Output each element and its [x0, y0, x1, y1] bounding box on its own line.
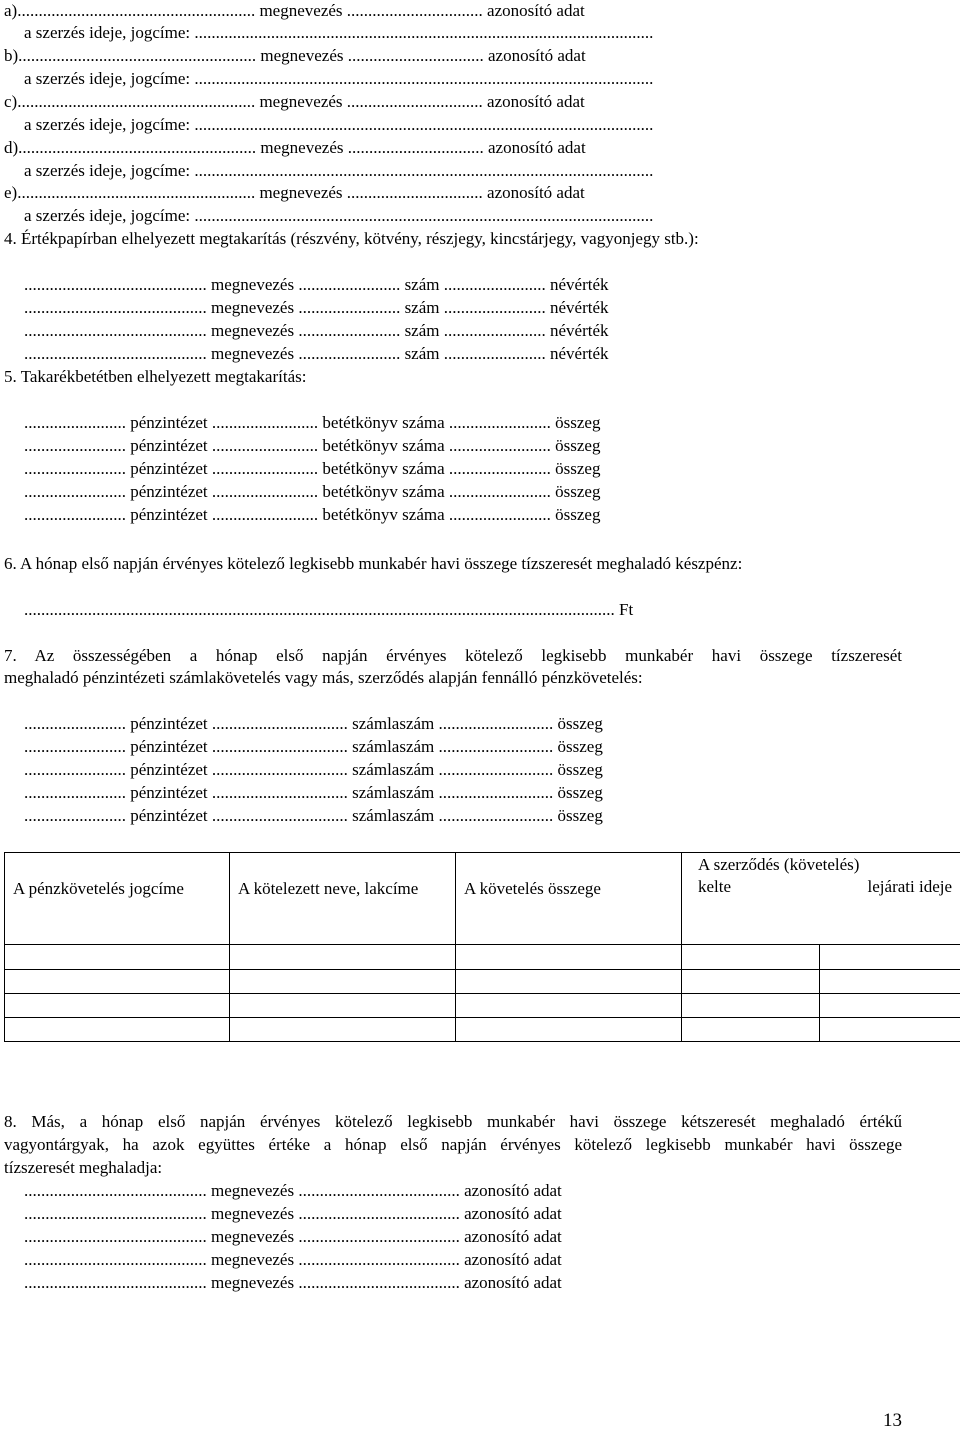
section-8-heading: 8. Más, a hónap első napján érvényes kötelező legkisebb munkabér havi összege kétszeresét meghaladó értékű — [4, 1112, 902, 1131]
asset-row: ........................................... megnevezés ...................................... azonosító adat — [24, 1204, 562, 1223]
section-8-heading-end: tízszeresét meghaladja: — [4, 1158, 163, 1177]
asset-row: ........................................... megnevezés ...................................... azonosító adat — [24, 1273, 562, 1292]
item-c-acquisition: a szerzés ideje, jogcíme: ............................................................................................................ — [24, 115, 654, 134]
claim-row: ........................ pénzintézet ................................ számlaszám ........................... összeg — [24, 714, 603, 733]
item-b-row: b)........................................................ megnevezés ................................ azonosító adat — [4, 46, 586, 65]
deposit-row: ........................ pénzintézet ......................... betétkönyv száma ........................ összeg — [24, 459, 601, 478]
section-6-heading: 6. A hónap első napján érvényes kötelező legkisebb munkabér havi összege tízszeresét meghaladó készpénz: — [4, 554, 743, 573]
claim-row: ........................ pénzintézet ................................ számlaszám ........................... összeg — [24, 783, 603, 802]
deposit-row: ........................ pénzintézet ......................... betétkönyv száma ........................ összeg — [24, 505, 601, 524]
col-date: kelte — [698, 877, 732, 896]
item-e-acquisition: a szerzés ideje, jogcíme: ............................................................................................................ — [24, 206, 654, 225]
item-d-acquisition: a szerzés ideje, jogcíme: ............................................................................................................ — [24, 161, 654, 180]
table-row — [5, 1017, 960, 1041]
section-5-heading: 5. Takarékbetétben elhelyezett megtakarítás: — [4, 367, 307, 386]
deposit-row: ........................ pénzintézet ......................... betétkönyv száma ........................ összeg — [24, 413, 601, 432]
table-row — [5, 993, 960, 1017]
securities-row: ........................................... megnevezés ........................ szám ........................ névérték — [24, 321, 609, 340]
section-7-heading: 7. Az összességében a hónap első napján érvényes kötelező legkisebb munkabér havi összege tízszeresét — [4, 646, 902, 665]
deposit-row: ........................ pénzintézet ......................... betétkönyv száma ........................ összeg — [24, 436, 601, 455]
table-row — [5, 945, 960, 969]
table-row — [5, 969, 960, 993]
claim-row: ........................ pénzintézet ................................ számlaszám ........................... összeg — [24, 806, 603, 825]
item-b-acquisition: a szerzés ideje, jogcíme: ............................................................................................................ — [24, 69, 654, 88]
cash-row: ........................................................................................................................................... Ft — [24, 600, 634, 619]
col-claim-title: A pénzkövetelés jogcíme — [5, 853, 230, 945]
item-a-acquisition: a szerzés ideje, jogcíme: ............................................................................................................ — [24, 23, 654, 42]
item-c-row: c)........................................................ megnevezés ................................ azonosító adat — [4, 92, 585, 111]
section-8-heading-cont: vagyontárgyak, ha azok együttes értéke a hónap első napján érvényes kötelező legkisebb munkabér havi összege — [4, 1135, 902, 1154]
col-obligor-name: A kötelezett neve, lakcíme — [230, 853, 456, 945]
claim-row: ........................ pénzintézet ................................ számlaszám ........................... összeg — [24, 737, 603, 756]
contract-group — [682, 853, 960, 945]
col-due-date: lejárati ideje — [867, 877, 953, 896]
deposit-row: ........................ pénzintézet ......................... betétkönyv száma ........................ összeg — [24, 482, 601, 501]
securities-row: ........................................... megnevezés ........................ szám ........................ névérték — [24, 344, 609, 363]
asset-row: ........................................... megnevezés ...................................... azonosító adat — [24, 1181, 562, 1200]
page-number: 13 — [883, 1410, 902, 1431]
section-7-heading-cont: meghaladó pénzintézeti számlakövetelés vagy más, szerződés alapján fennálló pénzkövetelés: — [4, 668, 643, 687]
item-d-row: d)........................................................ megnevezés ................................ azonosító adat — [4, 138, 586, 157]
item-e-row: e)........................................................ megnevezés ................................ azonosító adat — [4, 183, 585, 202]
claims-table — [4, 852, 960, 1042]
securities-row: ........................................... megnevezés ........................ szám ........................ névérték — [24, 298, 609, 317]
securities-row: ........................................... megnevezés ........................ szám ........................ névérték — [24, 275, 609, 294]
asset-row: ........................................... megnevezés ...................................... azonosító adat — [24, 1250, 562, 1269]
claim-row: ........................ pénzintézet ................................ számlaszám ........................... összeg — [24, 760, 603, 779]
section-4-heading: 4. Értékpapírban elhelyezett megtakarítás (részvény, kötvény, részjegy, kincstárjegy, vagyonjegy stb.): — [4, 229, 699, 248]
col-contract-header: A szerződés (követelés) — [698, 855, 860, 874]
asset-row: ........................................... megnevezés ...................................... azonosító adat — [24, 1227, 562, 1246]
item-a-row: a)........................................................ megnevezés ................................ azonosító adat — [4, 1, 585, 20]
col-claim-amount: A követelés összege — [456, 853, 682, 945]
